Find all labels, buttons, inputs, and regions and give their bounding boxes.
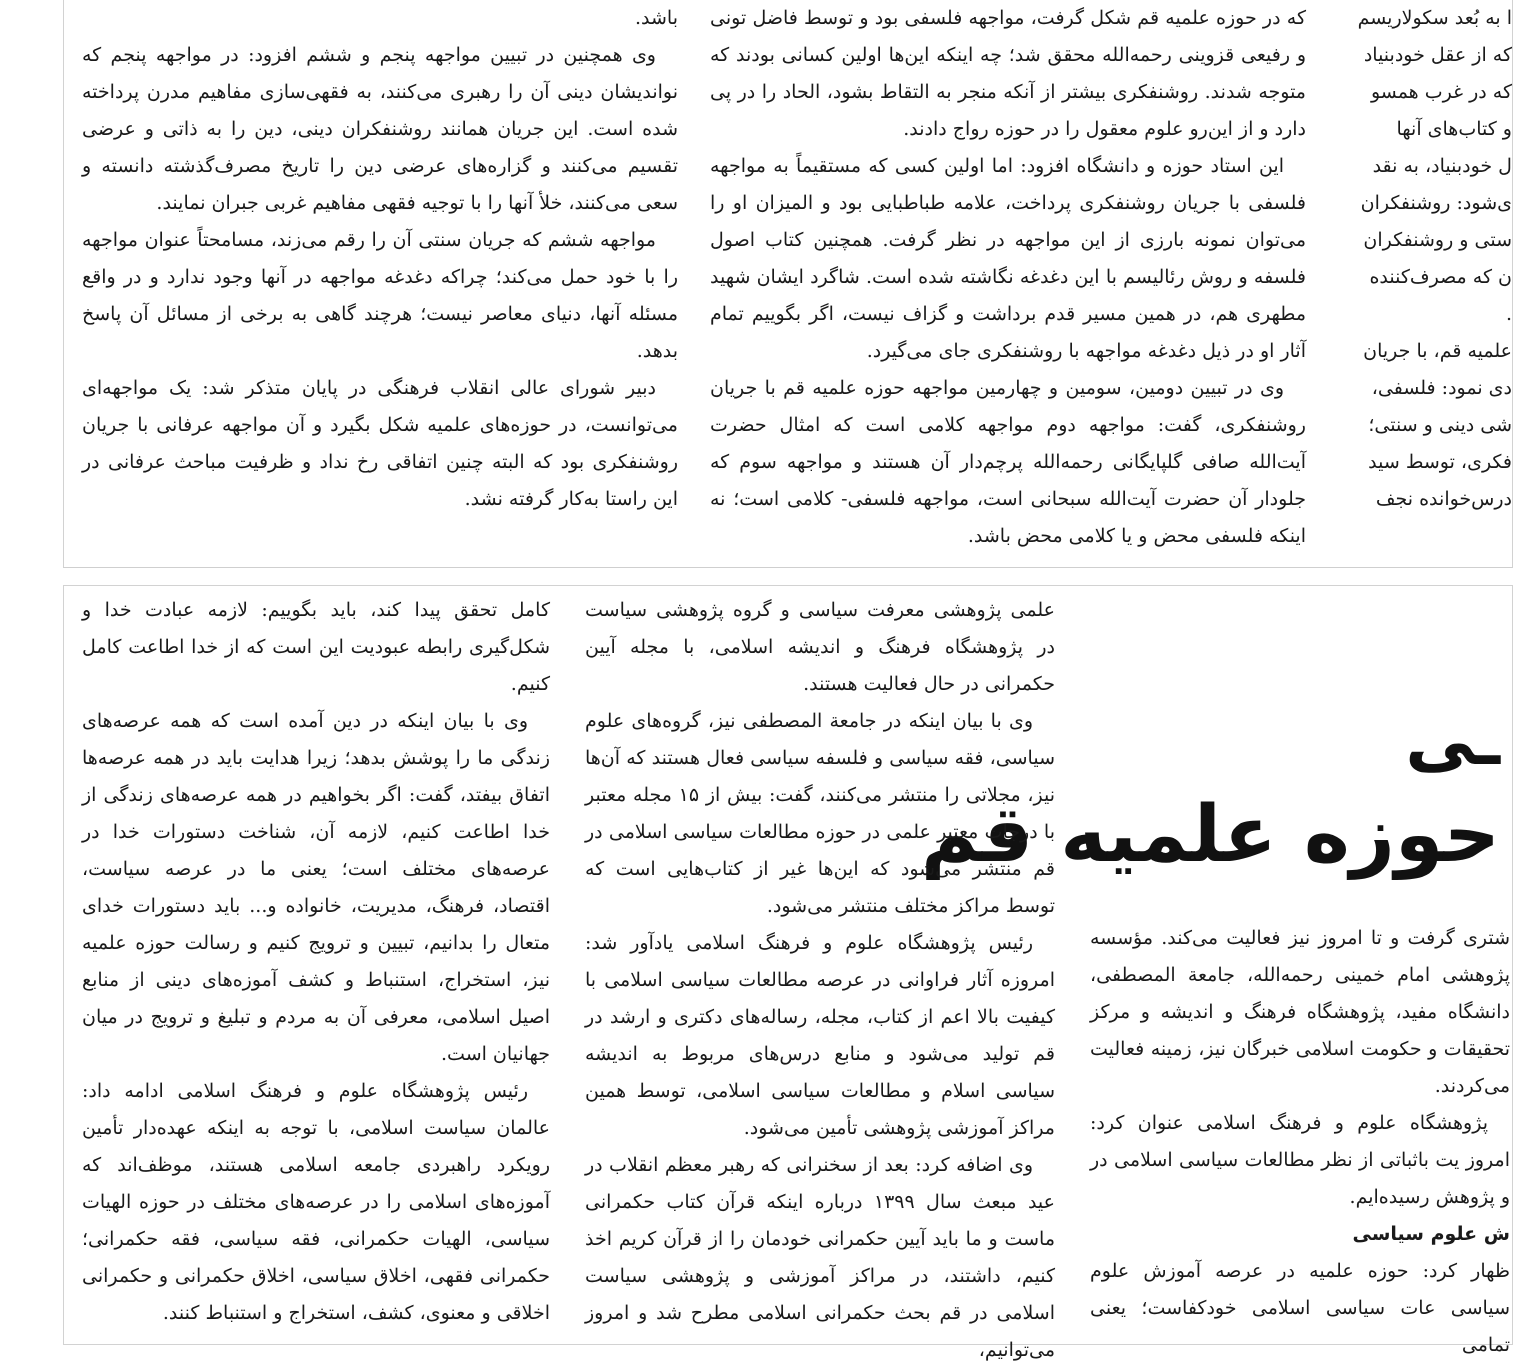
text-line: ا به بُعد سکولاریسم (1357, 7, 1512, 29)
paragraph: کامل تحقق پیدا کند، باید بگوییم: لازمه عبادت خدا و شکل‌گیری رابطه عبودیت این است که از خدا اطاعت کامل کنیم. (82, 599, 550, 695)
text-line: که در غرب همسو (1370, 81, 1512, 103)
paragraph: وی اضافه کرد: بعد از سخنرانی که رهبر معظم انقلاب در عید مبعث سال ۱۳۹۹ درباره اینکه قرآن کتاب حکمرانی ماست و ما باید آیین حکمرانی خودمان را از قرآن کریم اخذ کنیم، داشتند، در مراکز آموزشی و پژوهشی سیاست اسلامی در قم بحث حکمرانی اسلامی مطرح شد و امروز می‌توانیم، (585, 1154, 1055, 1361)
paragraph: وی همچنین در تبیین مواجهه پنجم و ششم افزود: در مواجهه پنجم که نواندیشان دینی آن را رهبری می‌کنند، به فقهی‌سازی مفاهیم مدرن پرداخته شده است. این جریان همانند روشنفکران دینی، دین را به ذاتی و عرضی تقسیم می‌کنند و گزاره‌های عرضی دین را تاریخ مصرف‌گذشته دانسته و سعی می‌کنند، خلأ آنها را با توجیه فقهی مفاهیم غربی جبران نمایند. (82, 44, 678, 214)
bottom-column-left (82, 592, 550, 1337)
paragraph: رئیس پژوهشگاه علوم و فرهنگ اسلامی یادآور شد: امروزه آثار فراوانی در عرصه مطالعات سیاسی اسلامی با کیفیت بالا اعم از کتاب، مجله، رساله‌های دکتری و ارشد در قم تولید می‌شود و منابع درس‌های مربوط به اندیشه سیاسی اسلام و مطالعات سیاسی اسلامی، توسط همین مراکز آموزشی پژوهشی تأمین می‌شود. (585, 932, 1055, 1139)
paragraph: باشد. (634, 7, 678, 29)
bottom-column-right (1090, 920, 1510, 1356)
text-line: دی نمود: فلسفی، (1371, 377, 1512, 399)
text-line: و کتاب‌های آنها (1396, 118, 1512, 140)
paragraph: وی با بیان اینکه در دین آمده است که همه عرصه‌های زندگی ما را پوشش بدهد؛ زیرا هدایت باید در همه عرصه‌ها اتفاق بیفتد، گفت: اگر بخواهیم در همه عرصه‌های زندگی از خدا اطاعت کنیم، لازمه آن، شناخت دستورات خدا در عرصه‌های مختلف است؛ یعنی ما در عرصه سیاست، اقتصاد، فرهنگ، مدیریت، خانواده و... باید دستورات خدای متعال را بدانیم، تبیین و ترویج کنیم و رسالت حوزه علمیه نیز، استخراج، استنباط و کشف آموزه‌های دینی از منابع اصیل اسلامی، معرفی آن به مردم و تبلیغ و ترویج در میان جهانیان است. (82, 710, 550, 1065)
text-line: درس‌خوانده نجف (1375, 488, 1512, 510)
top-column-left (82, 0, 678, 560)
paragraph: وی در تبیین دومین، سومین و چهارمین مواجهه حوزه علمیه قم با جریان روشنفکری، گفت: مواجهه دوم مواجهه کلامی است که امثال حضرت آیت‌الله صافی گلپایگانی رحمه‌الله پرچم‌دار آن هستند و مواجهه سوم که جلودار آن حضرت آیت‌الله سبحانی است، مواجهه فلسفی- کلامی است؛ نه اینکه فلسفی محض و یا کلامی محض باشد. (710, 377, 1306, 547)
paragraph: ظهار کرد: حوزه علمیه در عرصه آموزش علوم سیاسی عات سیاسی اسلامی خودکفاست؛ یعنی تمامی (1090, 1260, 1510, 1356)
paragraph: که در حوزه علمیه قم شکل گرفت، مواجهه فلسفی بود و توسط فاضل تونی و رفیعی قزوینی رحمه‌الله محقق شد؛ چه اینکه این‌ها اولین کسانی بودند که متوجه شدند. روشنفکری بیشتر از آنکه منجر به التقاط بشود، الحاد را در پی دارد و از این‌رو علوم معقول را در حوزه رواج دادند. (710, 7, 1306, 140)
paragraph: دبیر شورای عالی انقلاب فرهنگی در پایان متذکر شد: یک مواجهه‌ای می‌توانست، در حوزه‌های علمیه شکل بگیرد و آن مواجهه عرفانی با جریان روشنفکری بود که البته چنین اتفاقی رخ نداد و ظرفیت مباحث عرفانی در این راستا به‌کار گرفته نشد. (82, 377, 678, 510)
text-line: ن که مصرف‌کننده (1369, 266, 1512, 288)
paragraph: شتری گرفت و تا امروز نیز فعالیت می‌کند. مؤسسه پژوهشی امام خمینی رحمه‌الله، جامعة المصطفی، دانشگاه مفید، پژوهشگاه فرهنگ و اندیشه و مرکز تحقیقات و حکومت اسلامی خبرگان نیز، زمینه فعالیت می‌کردند. (1090, 927, 1510, 1097)
headline-line-1: ـی (1405, 699, 1500, 781)
paragraph: وی با بیان اینکه در جامعة المصطفی نیز، گروه‌های علوم سیاسی، فقه سیاسی و فلسفه سیاسی فعال هستند که آن‌ها نیز، مجلاتی را منتشر می‌کنند، گفت: بیش از ۱۵ مجله معتبر با درجات معتبر علمی در حوزه مطالعات سیاسی اسلامی در قم منتشر می‌شود که این‌ها غیر از کتاب‌هایی است که توسط مراکز مختلف منتشر می‌شود. (585, 710, 1056, 917)
top-column-middle (710, 0, 1306, 560)
section-subheading: ش علوم سیاسی (1352, 1223, 1510, 1245)
text-line: ستی و روشنفکران (1363, 229, 1512, 251)
paragraph: این استاد حوزه و دانشگاه افزود: اما اولین کسی که مستقیماً به مواجهه فلسفی با جریان روشنفکری پرداخت، علامه طباطبایی بود و المیزان او را می‌توان نمونه بارزی از این مواجهه در نظر گرفت. همچنین کتاب اصول فلسفه و روش رئالیسم با این دغدغه نگاشته شده است. شاگرد ایشان شهید مطهری هم، در همین مسیر قدم برداشت و گزاف نیست، اگر بگوییم تمام آثار او در ذیل دغدغه مواجهه با روشنفکری جای می‌گیرد. (710, 155, 1306, 362)
text-line: علمیه قم، با جریان (1363, 340, 1512, 362)
top-column-right (1342, 0, 1512, 560)
paragraph: رئیس پژوهشگاه علوم و فرهنگ اسلامی ادامه داد: عالمان سیاست اسلامی، با توجه به اینکه عهده‌دار تأمین رویکرد راهبردی جامعه اسلامی هستند، موظف‌اند که آموزه‌های اسلامی را در عرصه‌های مختلف در حوزه الهیات سیاسی، الهیات حکمرانی، فقه سیاسی، فقه حکمرانی؛ حکمرانی فقهی، اخلاق سیاسی، اخلاق حکمرانی و حکمرانی اخلاقی و معنوی، کشف، استخراج و استنباط کنند. (82, 1080, 550, 1324)
text-line: ی‌شود: روشنفکران (1360, 192, 1512, 214)
text-line: شی دینی و سنتی؛ (1368, 414, 1512, 436)
text-line: ل خودبنیاد، به نقد (1372, 155, 1512, 177)
headline-line-2: حوزه علمیه قم (920, 790, 1500, 880)
paragraph: مواجهه ششم که جریان سنتی آن را رقم می‌زند، مسامحتاً عنوان مواجهه را با خود حمل می‌کند؛ چراکه دغدغه مواجهه در آنها وجود ندارد و در واقع مسئله آنها، دنیای معاصر نیست؛ هرچند گاهی به برخی از مسائل آن پاسخ بدهد. (82, 229, 678, 362)
text-line: فکری، توسط سید (1368, 451, 1512, 473)
paragraph: پژوهشگاه علوم و فرهنگ اسلامی عنوان کرد: امروز یت باثباتی از نظر مطالعات سیاسی اسلامی در و پژوهش رسیده‌ایم. (1090, 1112, 1510, 1208)
paragraph: علمی پژوهشی معرفت سیاسی و گروه پژوهشی سیاست در پژوهشگاه فرهنگ و اندیشه اسلامی، با مجله آیین حکمرانی در حال فعالیت هستند. (585, 599, 1055, 695)
text-line: . (1505, 303, 1512, 325)
bottom-column-middle (585, 592, 1056, 1361)
text-line: که از عقل خودبنیاد (1363, 44, 1512, 66)
